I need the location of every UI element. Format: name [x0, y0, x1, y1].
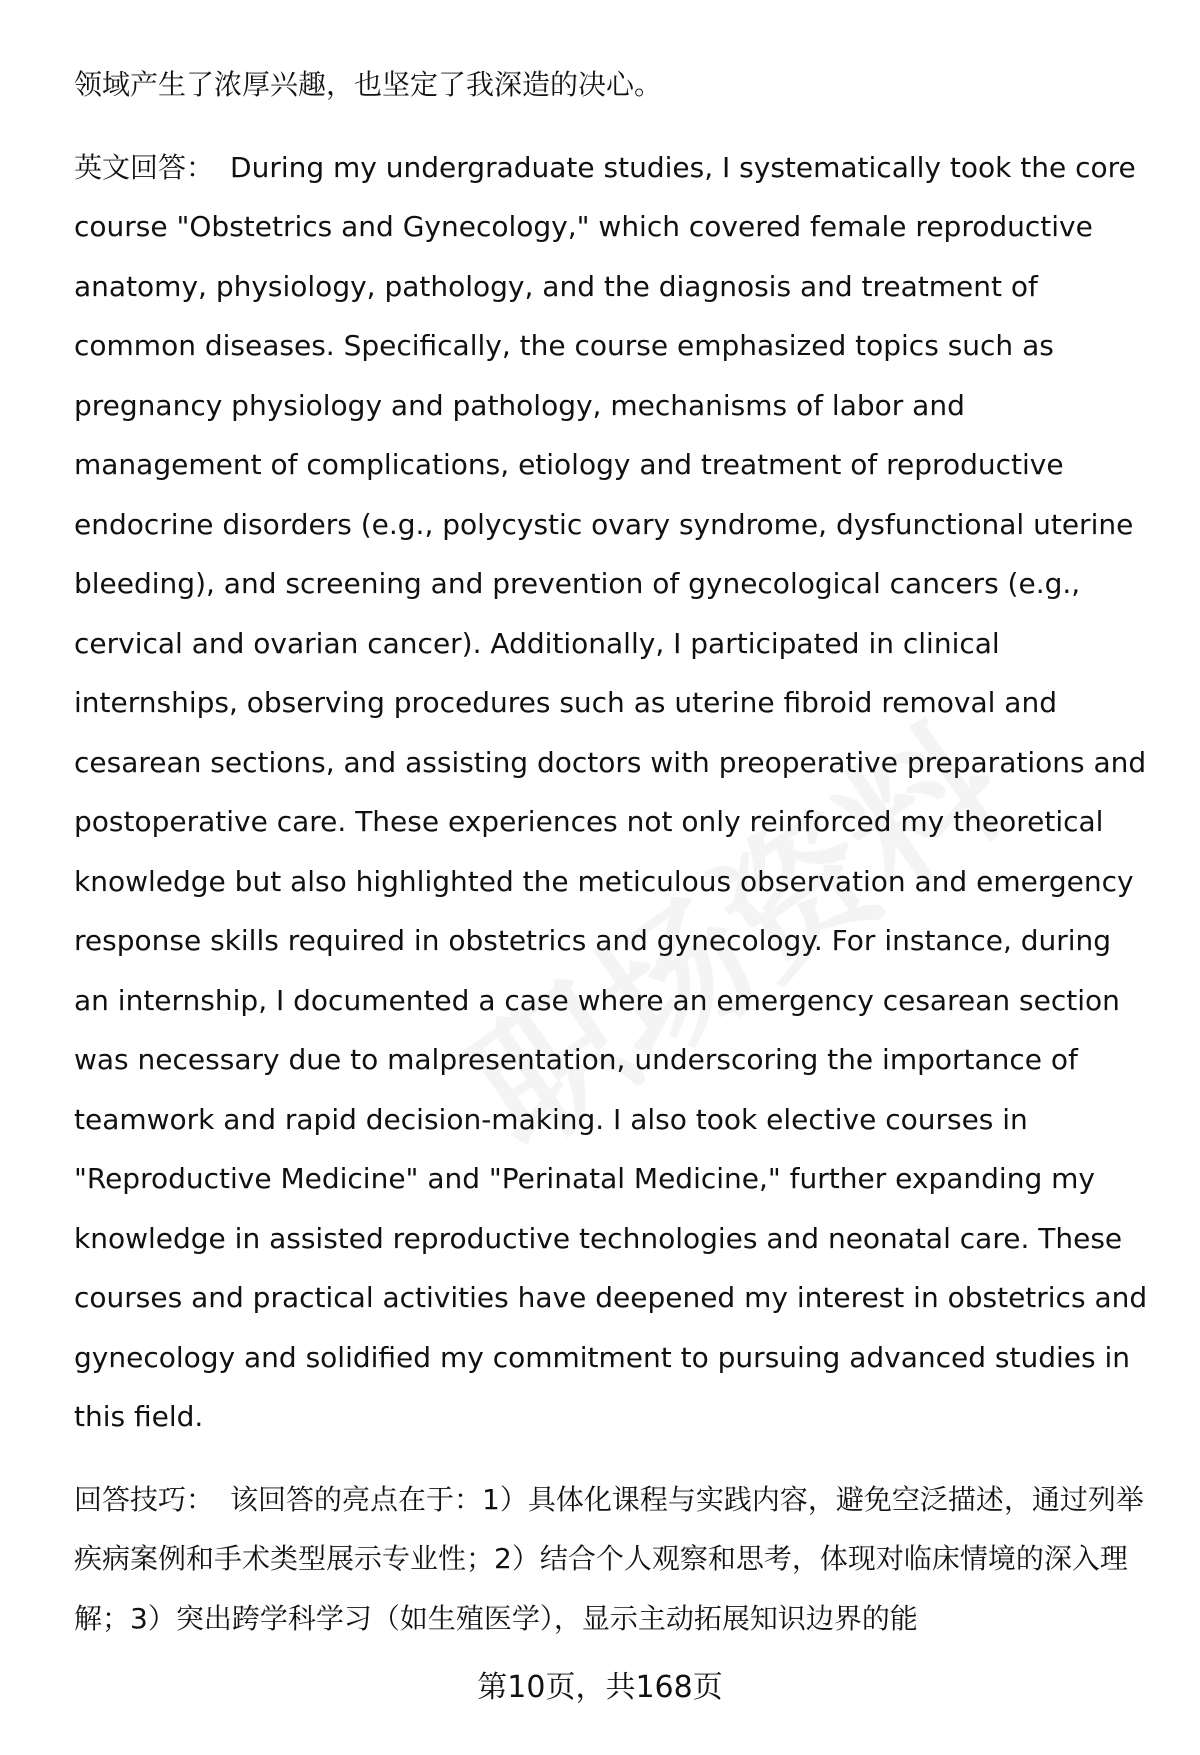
english-answer-label: 英文回答：	[74, 150, 215, 184]
answer-tips-label: 回答技巧：	[74, 1482, 215, 1516]
english-answer-paragraph	[74, 138, 1154, 1447]
intro-continuation-paragraph: 领域产生了浓厚兴趣，也坚定了我深造的决心。	[74, 68, 663, 101]
page-number-footer: 第10页，共168页	[477, 1670, 723, 1705]
answer-tips-text: 该回答的亮点在于：1）具体化课程与实践内容，避免空泛描述，通过列举疾病案例和手术类型展示专业性；2）结合个人观察和思考，体现对临床情境的深入理解；3）突出跨学科学习（如生殖医学），显示主动拓展知识边界的能	[74, 1482, 1144, 1635]
document-content	[74, 55, 1154, 1648]
answer-tips-paragraph	[74, 1470, 1154, 1649]
english-answer-text: During my undergraduate studies, I systematically took the core course "Obstetrics and Gynecology," which covered female reproductive anatomy, physiology, pathology, and the diagnosis and treatment of common diseases. Specifically, the course emphasized topics such as pregnancy physiology and pathology, mechanisms of labor and management of complications, etiology and treatment of reproductive endocrine disorders (e.g., polycystic ovary syndrome, dysfunctional uterine bleeding), and screening and prevention of gynecological cancers (e.g., cervical and ovarian cancer). Additionally, I participated in clinical internships, observing procedures such as uterine fibroid removal and cesarean sections, and assisting doctors with preoperative preparations and postoperative care. These experiences not only reinforced my theoretical knowledge but also highlighted the meticulous observation and emergency response skills required in obstetrics and gynecology. For instance, during an internship, I documented a case where an emergency cesarean section was necessary due to malpresentation, underscoring the importance of teamwork and rapid decision-making. I also took elective courses in "Reproductive Medicine" and "Perinatal Medicine," further expanding my knowledge in assisted reproductive technologies and neonatal care. These courses and practical activities have deepened my interest in obstetrics and gynecology and solidified my commitment to pursuing advanced studies in this field.	[74, 150, 1148, 1433]
